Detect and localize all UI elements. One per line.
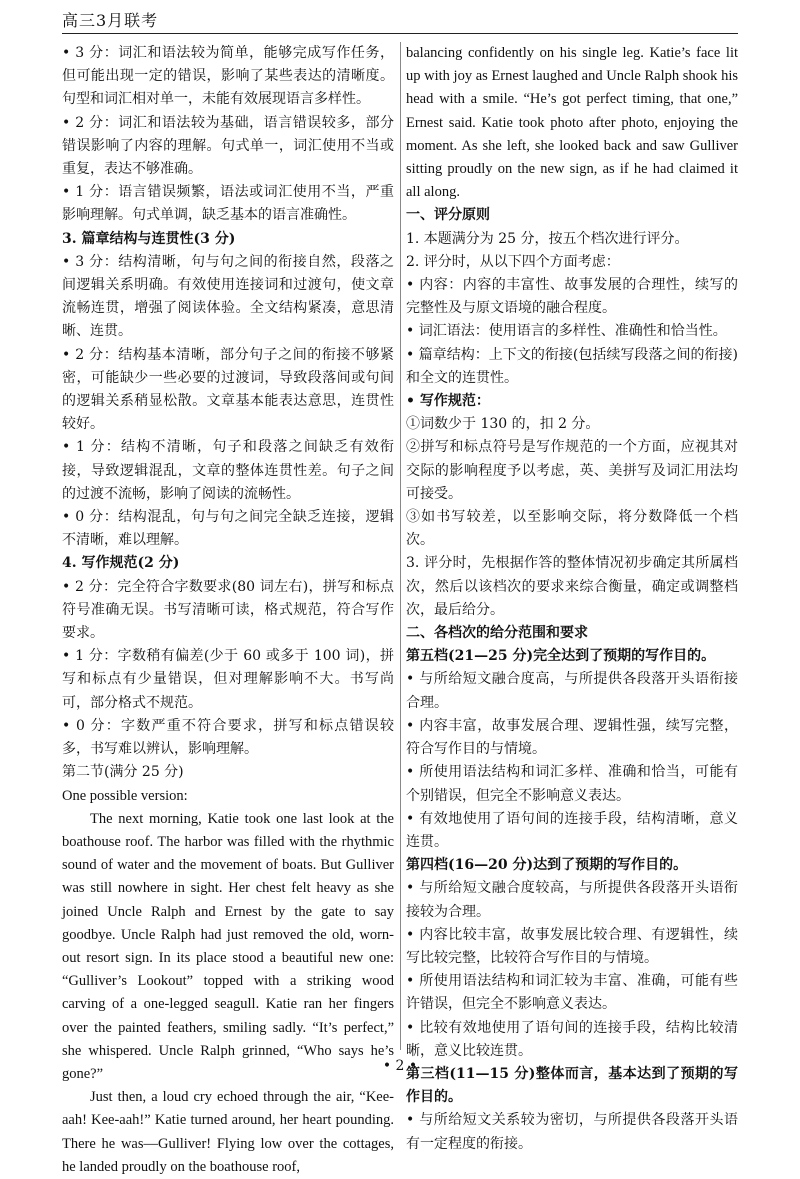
band-3-item-1: • 与所给短文关系较为密切，与所提供各段落开头语有一定程度的衔接。: [406, 1112, 738, 1152]
band-requirements-heading: 二、各档次的给分范围和要求: [406, 625, 588, 642]
norm-rule-1: ①词数少于 130 的，扣 2 分。: [406, 416, 600, 433]
column-divider: [400, 42, 401, 1050]
language-score-3: • 3 分：词汇和语法较为简单，能够完成写作任务，但可能出现一定的错误，影响了某些表达的清晰度。句型和词汇相对单一，未能有效展现语言多样性。: [62, 45, 394, 108]
section-heading-structure: 3. 篇章结构与连贯性(3 分): [62, 230, 236, 247]
essay-paragraph-2-end: balancing confidently on his single leg. Katie’s face lit up with joy as Ernest laughed and Uncle Ralph shook his head with a smile. “He’s got perfect timing, that one,” Ernest said. Katie took photo after photo, enjoying the moment. As she left, she looked back and saw Gulliver sitting proudly on the new sign, as if he had claimed it all along.: [406, 45, 738, 201]
norms-score-1: • 1 分：字数稍有偏差(少于 60 或多于 100 词)，拼写和标点有少量错误，但对理解影响不大。书写尚可，部分格式不规范。: [62, 648, 394, 711]
norms-score-2: • 2 分：完全符合字数要求(80 词左右)，拼写和标点符号准确无误。书写清晰可读，格式规范，符合写作要求。: [62, 578, 394, 642]
principle-2: 2. 评分时，从以下四个方面考虑：: [406, 253, 620, 270]
header-rule: [62, 33, 738, 34]
essay-paragraph-1: The next morning, Katie took one last look at the boathouse roof. The harbor was filled with the rhythmic sound of water and the movement of boats. But Gulliver was still nowhere in sight. Her chest felt heavy as she joined Uncle Ralph and Ernest by the gate to say goodbye. Uncle Ralph had just removed the old, worn-out resort sign. In its place stood a beautiful new one: “Gulliver’s Lookout” topped with a striking wood carving of a one-legged seagull. Katie ran her fingers over the painted feathers, smiling sadly. “It’s perfect,” she whispered. Uncle Ralph grinned, “Who says he’s gone?”: [62, 810, 394, 1082]
structure-score-0: • 0 分：结构混乱，句与句之间完全缺乏连接，逻辑不清晰，难以理解。: [62, 509, 394, 549]
right-column: [406, 42, 738, 1156]
band-4-item-1: • 与所给短文融合度较高，与所提供各段落开头语衔接较为合理。: [406, 880, 738, 920]
band-5-item-1: • 与所给短文融合度高，与所提供各段落开头语衔接合理。: [406, 671, 738, 711]
band-5-item-2: • 内容丰富，故事发展合理、逻辑性强，续写完整，符合写作目的与情境。: [406, 717, 738, 758]
norms-score-0: • 0 分：字数严重不符合要求，拼写和标点错误较多，书写难以辨认，影响理解。: [62, 717, 394, 758]
band-5-item-4: • 有效地使用了语句间的连接手段，结构清晰，意义连贯。: [406, 810, 738, 850]
principle-1: 1. 本题满分为 25 分，按五个档次进行评分。: [406, 230, 689, 247]
aspect-content: • 内容：内容的丰富性、故事发展的合理性，续写的完整性及与原文语境的融合程度。: [406, 277, 738, 317]
aspect-vocab-grammar: • 词汇语法：使用语言的多样性、准确性和恰当性。: [406, 323, 727, 340]
section-heading-writing-norms: 4. 写作规范(2 分): [62, 555, 180, 572]
band-3-heading: 第三档(11—15 分)整体而言，基本达到了预期的写作目的。: [406, 1065, 738, 1106]
page-number: • 2 •: [382, 1058, 418, 1074]
aspect-structure: • 篇章结构：上下文的衔接(包括续写段落之间的衔接)和全文的连贯性。: [406, 346, 738, 386]
page-header: 高三3月联考: [62, 11, 159, 30]
band-4-item-2: • 内容比较丰富，故事发展比较合理、有逻辑性，续写比较完整，比较符合写作目的与情境。: [406, 926, 738, 966]
language-score-1: • 1 分：语言错误频繁，语法或词汇使用不当，严重影响理解。句式单调，缺乏基本的语言准确性。: [62, 184, 394, 224]
structure-score-2: • 2 分：结构基本清晰，部分句子之间的衔接不够紧密，可能缺少一些必要的过渡词，导致段落间或句间的逻辑关系稍显松散。文章基本能表达意思，连贯性较好。: [62, 346, 394, 433]
essay-paragraph-2-start: Just then, a loud cry echoed through the air, “Kee-aah! Kee-aah!” Katie turned around, her heart pounding. There he was—Gulliver! Flying low over the cottages, he landed proudly on the boathouse roof,: [62, 1089, 394, 1175]
band-4-item-3: • 所使用语法结构和词汇较为丰富、准确，可能有些许错误，但完全不影响意义表达。: [406, 973, 738, 1013]
aspect-writing-norms: • 写作规范：: [406, 393, 490, 410]
left-column: [62, 42, 394, 1179]
principle-3: 3. 评分时，先根据作答的整体情况初步确定其所属档次，然后以该档次的要求来综合衡量，确定或调整档次，最后给分。: [406, 555, 738, 618]
norm-rule-3: ③如书写较差，以至影响交际，将分数降低一个档次。: [406, 509, 738, 549]
band-5-heading: 第五档(21—25 分)完全达到了预期的写作目的。: [406, 648, 716, 665]
band-4-item-4: • 比较有效地使用了语句间的连接手段，结构比较清晰，意义比较连贯。: [406, 1019, 738, 1059]
band-5-item-3: • 所使用语法结构和词汇多样、准确和恰当，可能有个别错误，但完全不影响意义表达。: [406, 764, 738, 804]
part-two-heading: 第二节(满分 25 分): [62, 764, 184, 781]
scoring-principles-heading: 一、评分原则: [406, 207, 490, 224]
structure-score-3: • 3 分：结构清晰，句与句之间的衔接自然，段落之间逻辑关系明确。有效使用连接词和过渡句，使文章流畅连贯，增强了阅读体验。全文结构紧凑，意思清晰、连贯。: [62, 253, 394, 340]
band-4-heading: 第四档(16—20 分)达到了预期的写作目的。: [406, 857, 688, 874]
language-score-2: • 2 分：词汇和语法较为基础，语言错误较多，部分错误影响了内容的理解。句式单一，词汇使用不当或重复，表达不够准确。: [62, 114, 394, 178]
structure-score-1: • 1 分：结构不清晰，句子和段落之间缺乏有效衔接，导致逻辑混乱，文章的整体连贯性差。句子之间的过渡不流畅，影响了阅读的流畅性。: [62, 439, 394, 502]
possible-version-label: One possible version:: [62, 787, 188, 804]
norm-rule-2: ②拼写和标点符号是写作规范的一个方面，应视其对交际的影响程度予以考虑，英、美拼写及词汇用法均可接受。: [406, 439, 738, 502]
